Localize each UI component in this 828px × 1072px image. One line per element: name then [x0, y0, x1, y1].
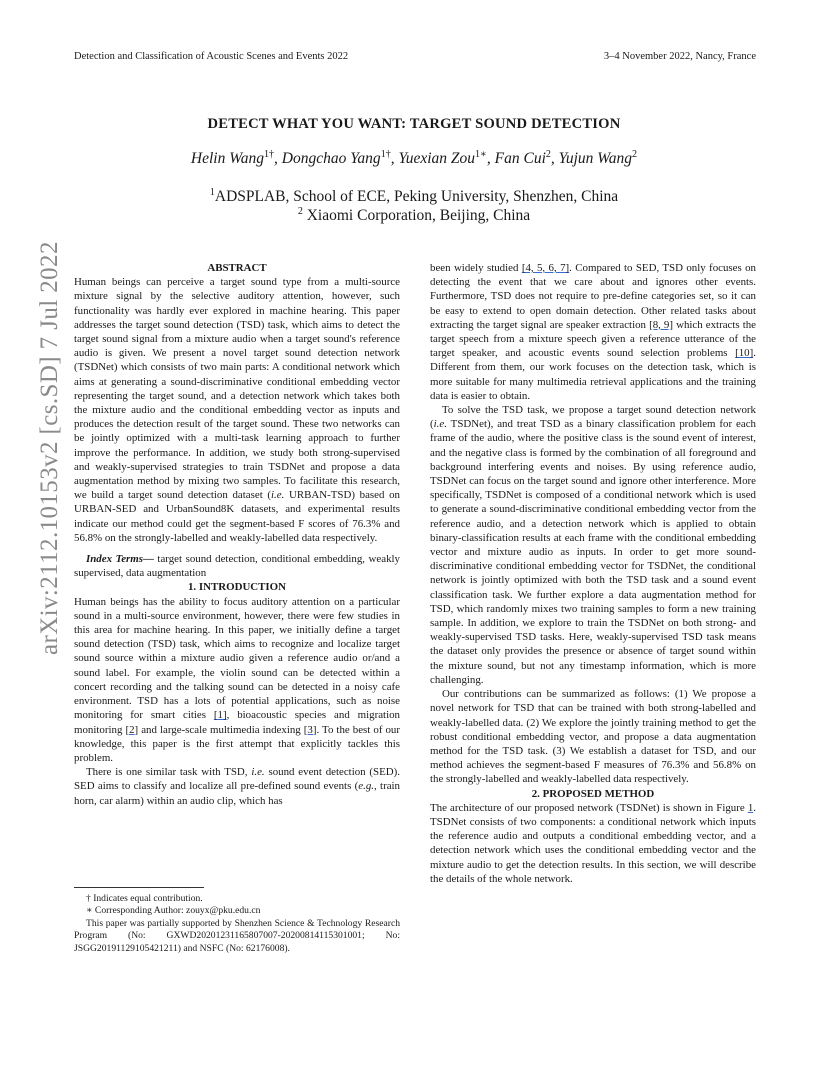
index-terms [74, 552, 400, 580]
index-terms-text: target sound detection, conditional embedding, weakly supervised, data augmentation [74, 553, 400, 580]
method-paragraph [430, 801, 756, 886]
author-list: Helin Wang$^{1\dagger}$, Dongchao Yang$^{1\dagger}$, Yuexian Zou$^{1∗}$, Fan Cui$^2$, Yujun Wang$^2$ [190, 148, 638, 167]
text: . Compared to SED, TSD only focuses on detecting the event that we care about and ignores other events. Furthermore, TSD does not require to pre-define categories set, so it can be easy to extend to open domain detection. Other related tasks about extracting the target signal are speaker extraction [430, 262, 756, 331]
text-eg: e.g. [358, 780, 374, 793]
text-ie: i.e. [433, 418, 447, 431]
text: , train horn, car alarm) within an audio clip, which has [74, 780, 401, 807]
text: sound event detection (SED). SED aims to classify and localize all pre-defined sound events ( [74, 766, 400, 793]
text: and large-scale multimedia indexing [138, 723, 304, 736]
citation-link[interactable]: [3] [303, 723, 317, 736]
method-heading: 2. PROPOSED METHOD [531, 787, 655, 800]
author: Helin Wang [190, 150, 264, 167]
text: . To the best of our knowledge, this paper is the first attempt that explicitly tackles this problem. [74, 723, 401, 764]
citation-link[interactable]: [8, 9] [649, 318, 674, 331]
text: , bioacoustic species and migration monitoring [74, 709, 401, 736]
abstract-text: Human beings can perceive a target sound type from a multi-source mixture signal by the selective auditory attention, however, such functionality was hardly ever explored in machine hearing. This paper addresses the target sound detection (TSD) task, which aims to detect the target sound signal from a mixture audio when a target sound's reference audio is given. We present a novel target sound detection network (TSDNet) which consists of two main parts: A conditional network which aims at generating a sound-discriminative conditional embedding vector representing the target sound, and a detection network which takes both the mixture audio and the conditional embedding vector as inputs and produces the detection result of the target sound. These two networks can be jointly optimized with a multi-task learning approach to further improve the performance. In addition, we study both strong-supervised and weakly-supervised strategies to train TSDNet and propose a data augmentation method by mixing two samples. To facilitate this research, we build a target sound detection dataset ( [74, 276, 400, 502]
intro-heading: 1. INTRODUCTION [187, 581, 287, 594]
author-mark: 2 [632, 148, 638, 160]
affiliation-text: Xiaomi Corporation, Beijing, China [302, 207, 531, 224]
text: which extracts the target speech from a mixture speech given a reference utterance of the target speaker, and acoustic events sound selection problems [430, 318, 757, 360]
text-ie: i.e. [251, 766, 265, 779]
affiliation-mark: 1 [209, 186, 215, 198]
running-header-right: 3–4 November 2022, Nancy, France [603, 51, 756, 62]
citation-link[interactable]: [10] [735, 347, 754, 360]
index-terms-label: Index Terms— [86, 553, 154, 566]
affiliation-1 [0, 188, 828, 206]
footnotes [74, 885, 400, 955]
author-mark: 1† [263, 148, 275, 160]
intro-paragraph-1 [74, 595, 400, 765]
right-paragraph-1 [430, 261, 756, 403]
citation-link[interactable]: [4, 5, 6, 7] [521, 262, 570, 274]
arxiv-stamp: arXiv:2112.10153v2 [cs.SD] 7 Jul 2022 [36, 241, 63, 655]
text: . Different from them, our work focuses on the detection task, which is more suitable for many multimedia retrieval applications and the training data is easier to obtain. [430, 347, 756, 402]
author: Dongchao Yang [281, 150, 381, 167]
abstract-heading: ABSTRACT [207, 262, 267, 274]
text: been widely studied [430, 262, 522, 274]
citation-link[interactable]: [1] [213, 709, 227, 722]
affiliation-2 [0, 207, 828, 225]
abstract-text-end: URBAN-TSD) based on URBAN-SED and UrbanSound8K datasets, and experimental results indicate our method could get the segment-based F scores of 76.3% and 56.8% on the strongly-labelled and weakly-labelled data respectively. [74, 489, 400, 544]
citation-link[interactable]: [2] [125, 723, 139, 736]
intro-paragraph-2 [74, 765, 400, 808]
text: TSDNet), and treat TSD as a binary classification problem for each frame of the audio, where the positive class is the sound event of interest, and the negative class is formed by the combination of all foreground and background interfering events and noises. By using reference audio, TSDNet can focus on the target sound and ignore other interference. More specifically, TSDNet is composed of a conditional network which is used to generate a sound-discriminative conditional embedding vector from the reference audio, and a detection network which is applied to obtain binary-classification results at each frame with the conditional embedding vector and mixture audio as inputs. In order to get more sound-discriminative conditional embedding vector for TSDNet, the conditional network is jointly optimized with both the TSD task and a sound event classification task. We further explore a data augmentation method for TSD, which randomly mixes two training samples to form a new training sample. In addition, we explore to train the TSDNet on both strong- and weakly-supervised TSD tasks. Here, weakly-supervised TSD task means the dataset only provides the presence or absence of target sound within the mixture sound, but not any timestamp information, which is more challenging. [430, 418, 756, 686]
author: Yuexian Zou [398, 150, 476, 167]
abstract-ie: i.e. [271, 489, 285, 502]
right-column [430, 261, 756, 886]
text: Human beings has the ability to focus auditory attention on a particular sound in a multi-source environment, however, there were few studies in this area for machine hearing. In this paper, we initially define a target sound detection (TSD) task, which aims to recognize and localize target sound source within a mixture audio given a reference audio or/and a sound label. For example, the violin sound can be detected within a concert recording and the talking sound can be detected in a noisy cafe environment. TSD has a lots of potential applications, such as noise monitoring for smart cities [74, 595, 400, 722]
author-mark: 1† [380, 148, 391, 160]
footnote-corresponding-author: ∗ Corresponding Author: zouyx@pku.edu.cn [86, 905, 261, 917]
text: The architecture of our proposed network (TSDNet) is shown in Figure [430, 801, 748, 814]
paper-title: DETECT WHAT YOU WANT: TARGET SOUND DETECTION [207, 116, 621, 132]
text: There is one similar task with TSD, [86, 766, 252, 779]
author-mark: 2 [545, 148, 551, 160]
right-paragraph-2 [430, 403, 756, 687]
footnote-funding: This paper was partially supported by Shenzhen Science & Technology Research Program (No: GXWD20201231165807007-20200814115301001; No: JSGG20191129105421211) and NSFC (No: 62176008). [74, 917, 400, 954]
affiliation-text: ADSPLAB, School of ECE, Peking University, Shenzhen, China [214, 188, 619, 205]
contributions-paragraph: Our contributions can be summarized as follows: (1) We propose a novel network for TSD that can be trained with both strong-labelled and weakly-labelled data. (2) We explore the jointly training method to get the robust conditional embedding vector, and propose a data augmentation method for the TSD task. (3) We establish a dataset for TSD, and our method achieves the segment-based F measures of 76.3% and 56.8% on the strongly-labelled and weakly-labelled data respectively. [430, 688, 756, 786]
text: . TSDNet consists of two components: a conditional network which inputs the reference audio and outputs a conditional embedding vector, and a detection network which uses the conditional embedding vector and the mixture audio to get the detection results. In this section, we will describe the details of the whole network. [430, 801, 756, 885]
footnote-equal-contribution: † Indicates equal contribution. [86, 893, 203, 904]
text: To solve the TSD task, we propose a target sound detection network ( [430, 404, 756, 431]
author: Yujun Wang [558, 150, 633, 167]
author-mark: 1∗ [475, 148, 487, 160]
author: Fan Cui [494, 150, 546, 167]
abstract-body [74, 275, 400, 545]
figure-link[interactable]: 1 [747, 801, 754, 814]
affiliation-mark: 2 [297, 205, 303, 217]
left-column [74, 261, 400, 808]
running-header-left: Detection and Classification of Acoustic Scenes and Events 2022 [74, 51, 349, 62]
